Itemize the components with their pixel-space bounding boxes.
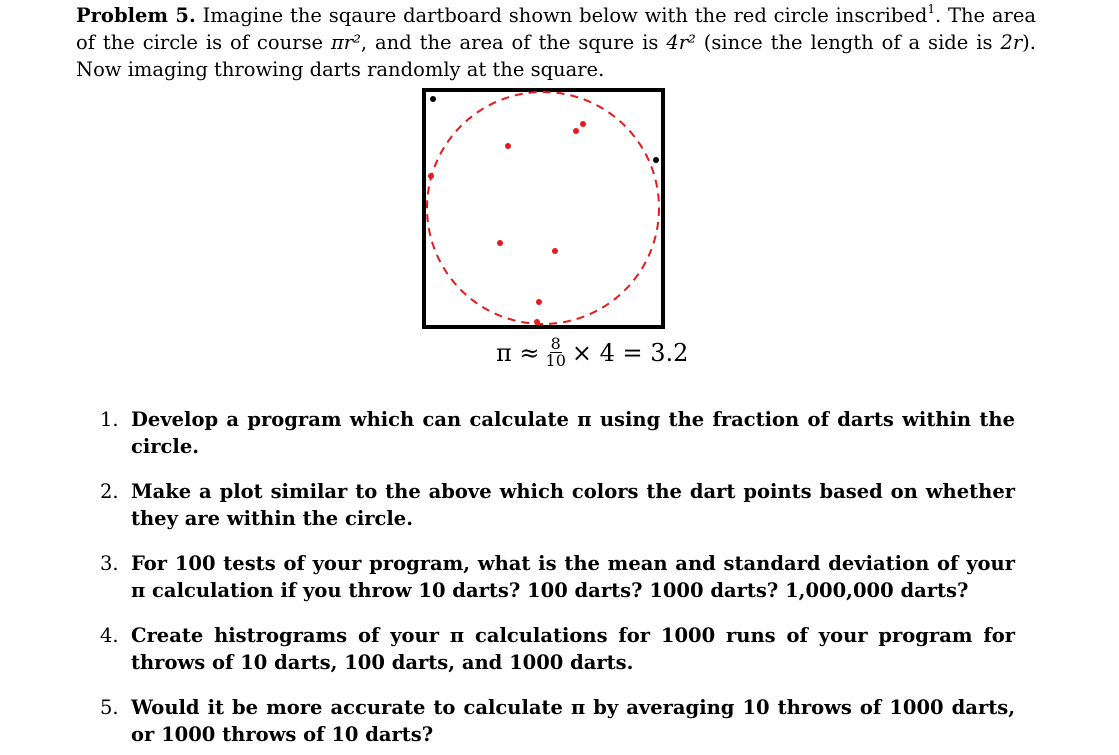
formula-rhs: × 4 = 3.2: [571, 338, 689, 367]
question-item: [100, 406, 1015, 460]
side-length-formula: 2r: [1000, 31, 1023, 54]
intro-text: (since the length of a side is: [695, 31, 1001, 54]
dartboard-square: [424, 90, 663, 327]
dart-inside: [505, 143, 511, 149]
question-text: Create histrograms of your π calculations for 1000 runs of your program for throws of 10 darts, 100 darts, and 1000 darts.: [131, 624, 1015, 674]
dart-outside: [653, 157, 659, 163]
question-item: [100, 622, 1015, 676]
dart-inside: [534, 319, 540, 325]
circle-area-formula: πr²: [330, 31, 361, 54]
question-item: [100, 478, 1015, 532]
dartboard-figure: [420, 86, 668, 332]
fraction-numerator: 8: [550, 334, 561, 353]
question-item: [100, 694, 1015, 748]
formula-fraction: [546, 336, 566, 369]
dart-inside: [428, 173, 434, 179]
question-text: Develop a program which can calculate π using the fraction of darts within the circle.: [131, 408, 1015, 458]
dart-inside: [580, 121, 586, 127]
dart-inside: [552, 248, 558, 254]
problem-label: Problem 5.: [76, 4, 196, 27]
intro-text: , and the area of the squre is: [360, 31, 667, 54]
intro-text: ). Now imaging throwing darts randomly at the square.: [76, 31, 1036, 81]
problem-statement: [76, 2, 1036, 83]
dart-outside: [430, 96, 436, 102]
question-number: 2.: [100, 480, 119, 503]
question-number: 3.: [100, 552, 119, 575]
question-item: [100, 550, 1015, 604]
question-number: 4.: [100, 624, 119, 647]
dart-inside: [497, 240, 503, 246]
intro-text: Imagine the sqaure dartboard shown below with the red circle inscribed: [195, 4, 928, 27]
dart-inside: [573, 128, 579, 134]
square-area-formula: 4r²: [666, 31, 696, 54]
inscribed-circle: [427, 92, 659, 324]
question-number: 5.: [100, 696, 119, 719]
question-text: Would it be more accurate to calculate π by averaging 10 throws of 1000 darts, or 1000 throws of 10 darts?: [131, 696, 1015, 746]
pi-estimate-formula: [496, 336, 688, 369]
dart-inside: [536, 299, 542, 305]
formula-lhs: π ≈: [496, 338, 540, 367]
question-text: Make a plot similar to the above which colors the dart points based on whether they are within the circle.: [131, 480, 1015, 530]
fraction-denominator: 10: [545, 351, 566, 370]
question-number: 1.: [100, 408, 119, 431]
question-text: For 100 tests of your program, what is the mean and standard deviation of your π calculation if you throw 10 darts? 100 darts? 1000 darts? 1,000,000 darts?: [131, 552, 1015, 602]
intro-text: . The area of the circle is of course: [76, 4, 1037, 54]
footnote-mark: 1: [927, 1, 935, 16]
